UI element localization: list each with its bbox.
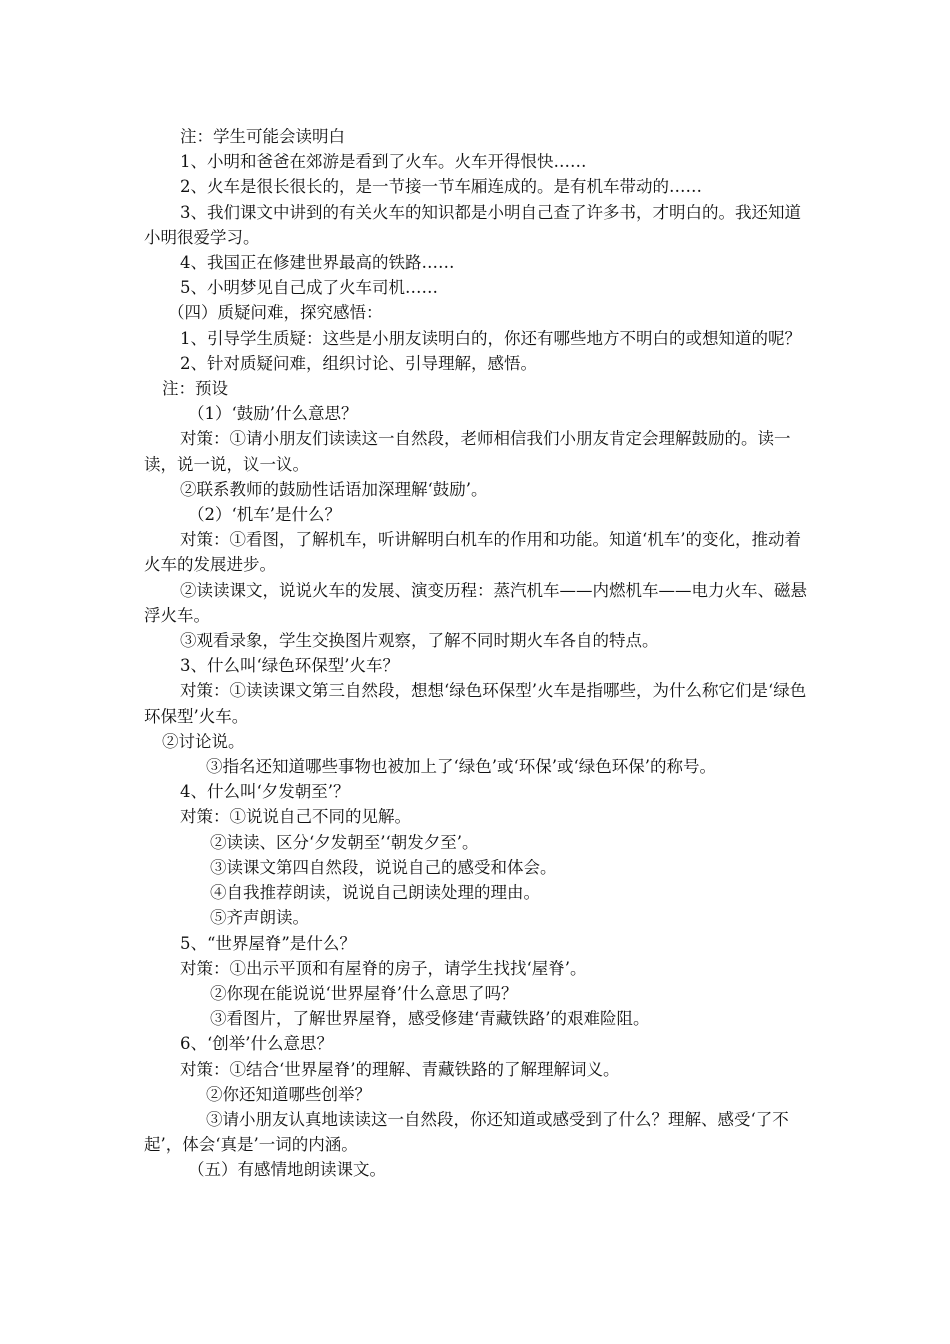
note-heading: 注：预设	[162, 379, 228, 399]
document-body	[144, 124, 812, 1183]
list-item: 2、针对质疑问难，组织讨论、引导理解，感悟。	[180, 353, 537, 373]
strategy-item: ②你还知道哪些创举？	[206, 1084, 371, 1104]
strategy-item: ⑤齐声朗读。	[210, 908, 309, 928]
question-heading: 5、“世界屋脊”是什么？	[180, 933, 356, 953]
strategy-item: 对策：①说说自己不同的见解。	[180, 807, 411, 827]
strategy-item: ④自我推荐朗读，说说自己朗读处理的理由。	[210, 883, 540, 903]
strategy-item: ③指名还知道哪些事物也被加上了‘绿色’或‘环保’或‘绿色环保’的称号。	[206, 757, 716, 777]
list-item: 1、小明和爸爸在郊游是看到了火车。火车开得恨快……	[180, 152, 587, 172]
list-item: 1、引导学生质疑：这些是小朋友读明白的，你还有哪些地方不明白的或想知道的呢？	[180, 328, 801, 348]
strategy-item: ②读读、区分‘夕发朝至’‘朝发夕至’。	[210, 832, 479, 852]
list-item: 2、火车是很长很长的，是一节接一节车厢连成的。是有机车带动的……	[180, 177, 702, 197]
list-item: 4、我国正在修建世界最高的铁路……	[180, 253, 455, 273]
strategy-item: 对策：①看图，了解机车，听讲解明白机车的作用和功能。知道‘机车’的变化，推动着火车的发展进步。	[144, 530, 801, 575]
question-heading: （1）‘鼓励’什么意思？	[188, 404, 358, 424]
strategy-item: ②讨论说。	[162, 731, 245, 751]
strategy-item: ③读课文第四自然段，说说自己的感受和体会。	[210, 857, 557, 877]
question-heading: （2）‘机车’是什么？	[188, 505, 341, 525]
strategy-item: ②联系教师的鼓励性话语加深理解‘鼓励’。	[180, 479, 488, 499]
strategy-item: 对策：①读读课文第三自然段，想想‘绿色环保型’火车是指哪些，为什么称它们是‘绿色环保型’火车。	[144, 681, 807, 726]
strategy-item: ③看图片，了解世界屋脊，感受修建‘青藏铁路’的艰难险阻。	[210, 1009, 650, 1029]
strategy-item: ②读读课文，说说火车的发展、演变历程：蒸汽机车——内燃机车——电力火车、磁悬浮火车。	[144, 580, 807, 625]
list-item: 3、我们课文中讲到的有关火车的知识都是小明自己查了许多书，才明白的。我还知道小明很爱学习。	[144, 202, 801, 247]
question-heading: 4、什么叫‘夕发朝至’？	[180, 782, 350, 802]
question-heading: 3、什么叫‘绿色环保型’火车？	[180, 656, 399, 676]
question-heading: 6、‘创举’什么意思？	[180, 1034, 333, 1054]
note-heading: 注：学生可能会读明白	[180, 127, 345, 146]
strategy-item: ③观看录象，学生交换图片观察，了解不同时期火车各自的特点。	[180, 631, 659, 651]
strategy-item: ②你现在能说说‘世界屋脊’什么意思了吗？	[210, 983, 518, 1003]
list-item: 5、小明梦见自己成了火车司机……	[180, 278, 438, 298]
strategy-item: 对策：①结合‘世界屋脊’的理解、青藏铁路的了解理解词义。	[180, 1059, 620, 1079]
section-heading: （四）质疑问难，探究感悟：	[168, 303, 383, 323]
strategy-item: 对策：①出示平顶和有屋脊的房子，请学生找找‘屋脊’。	[180, 958, 587, 978]
strategy-item: 对策：①请小朋友们读读这一自然段，老师相信我们小朋友肯定会理解鼓励的。读一读，说一说，议一议。	[144, 429, 791, 474]
strategy-item: ③请小朋友认真地读读这一自然段，你还知道或感受到了什么？理解、感受‘了不起’，体会‘真是’一词的内涵。	[144, 1109, 789, 1155]
section-heading: （五）有感情地朗读课文。	[188, 1160, 386, 1180]
